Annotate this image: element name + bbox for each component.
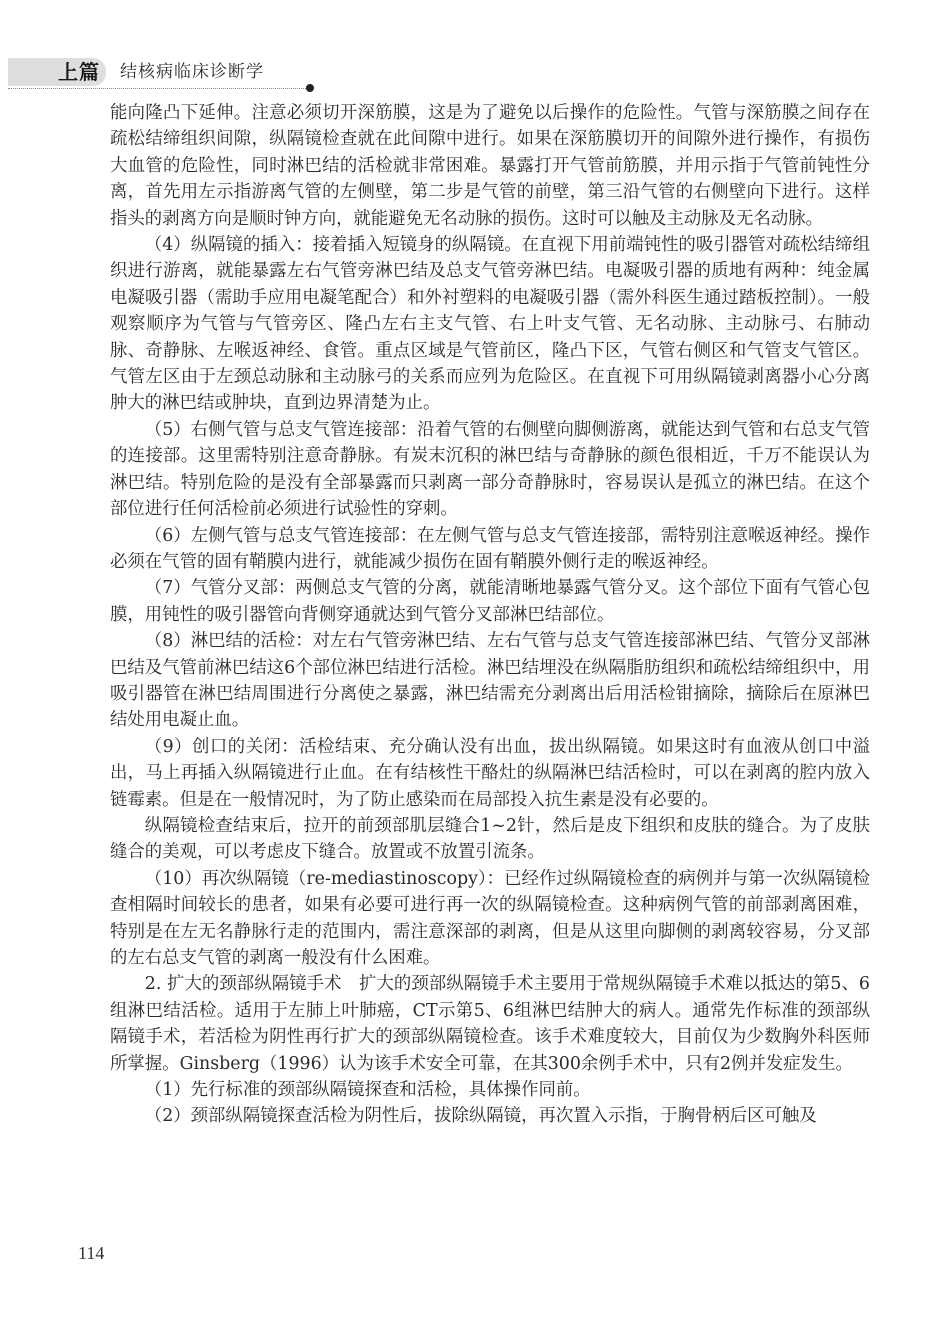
paragraph: （8）淋巴结的活检：对左右气管旁淋巴结、左右气管与总支气管连接部淋巴结、气管分叉部淋巴结及气管前淋巴结这6个部位淋巴结进行活检。淋巴结埋没在纵隔脂肪组织和疏松结缔组织中，用吸引器管在淋巴结周围进行分离使之暴露，淋巴结需充分剥离出后用活检钳摘除，摘除后在原淋巴结处用电凝止血。 (110, 631, 870, 731)
paragraph: （10）再次纵隔镜（re-mediastinoscopy）：已经作过纵隔镜检查的病例并与第一次纵隔镜检查相隔时间较长的患者，如果有必要可进行再一次的纵隔镜检查。这种病例气管的前部剥离困难，特别是在左无名静脉行走的范围内，需注意深部的剥离，但是从这里向脚侧的剥离较容易，分叉部的左右总支气管的剥离一般没有什么困难。 (110, 868, 870, 968)
running-header (0, 58, 950, 88)
paragraph: （1）先行标准的颈部纵隔镜探查和活检，具体操作同前。 (144, 1080, 591, 1101)
paragraph: 能向隆凸下延伸。注意必须切开深筋膜，这是为了避免以后操作的危险性。气管与深筋膜之间存在疏松结缔组织间隙，纵隔镜检查就在此间隙中进行。如果在深筋膜切开的间隙外进行操作，有损伤大血管的危险性，同时淋巴结的活检就非常困难。暴露打开气管前筋膜，并用示指于气管前钝性分离，首先用左示指游离气管的左侧壁，第二步是气管的前壁，第三沿气管的右侧壁向下进行。这样指头的剥离方向是顺时钟方向，就能避免无名动脉的损伤。这时可以触及主动脉及无名动脉。 (110, 103, 870, 229)
paragraph: 纵隔镜检查结束后，拉开的前颈部肌层缝合1~2针，然后是皮下组织和皮肤的缝合。为了皮肤缝合的美观，可以考虑皮下缝合。放置或不放置引流条。 (110, 815, 870, 863)
paragraph: （2）颈部纵隔镜探查活检为阴性后，拔除纵隔镜，再次置入示指，于胸骨柄后区可触及 (144, 1106, 817, 1127)
paragraph: 2. 扩大的颈部纵隔镜手术 扩大的颈部纵隔镜手术主要用于常规纵隔镜手术难以抵达的第5、6组淋巴结活检。适用于左肺上叶肺癌，CT示第5、6组淋巴结肿大的病人。通常先作标准的颈部纵隔镜手术，若活检为阴性再行扩大的颈部纵隔镜检查。该手术难度较大，目前仅为少数胸外科医师所掌握。Ginsberg（1996）认为该手术安全可靠，在其300余例手术中，只有2例并发症发生。 (110, 974, 870, 1074)
paragraph: （5）右侧气管与总支气管连接部：沿着气管的右侧壁向脚侧游离，就能达到气管和右总支气管的连接部。这里需特别注意奇静脉。有炭末沉积的淋巴结与奇静脉的颜色很相近，千万不能误认为淋巴结。特别危险的是没有全部暴露而只剥离一部分奇静脉时，容易误认是孤立的淋巴结。在这个部位进行任何活检前必须进行试验性的穿刺。 (110, 419, 870, 520)
paragraph: （6）左侧气管与总支气管连接部：在左侧气管与总支气管连接部，需特别注意喉返神经。操作必须在气管的固有鞘膜内进行，就能减少损伤在固有鞘膜外侧行走的喉返神经。 (110, 525, 870, 572)
header-bullet-dot (306, 84, 314, 92)
paragraph: （4）纵隔镜的插入：接着插入短镜身的纵隔镜。在直视下用前端钝性的吸引器管对疏松结缔组织进行游离，就能暴露左右气管旁淋巴结及总支气管旁淋巴结。电凝吸引器的质地有两种：纯金属电凝吸引器（需助手应用电凝笔配合）和外衬塑料的电凝吸引器（需外科医生通过踏板控制）。一般观察顺序为气管与气管旁区、隆凸左右主支气管、右上叶支气管、无名动脉、主动脉弓、右肺动脉、奇静脉、左喉返神经、食管。重点区域是气管前区，隆凸下区，气管右侧区和气管支气管区。气管左区由于左颈总动脉和主动脉弓的关系而应列为危险区。在直视下可用纵隔镜剥离器小心分离肿大的淋巴结或肿块，直到边界清楚为止。 (110, 235, 870, 414)
header-dotted-rule (8, 88, 306, 89)
paragraph: （7）气管分叉部：两侧总支气管的分离，就能清晰地暴露气管分叉。这个部位下面有气管心包膜，用钝性的吸引器管向背侧穿通就达到气管分叉部淋巴结部位。 (110, 578, 870, 625)
paragraph: （9）创口的关闭：活检结束、充分确认没有出血，拔出纵隔镜。如果这时有血液从创口中溢出，马上再插入纵隔镜进行止血。在有结核性干酪灶的纵隔淋巴结活检时，可以在剥离的腔内放入链霉素。但是在一般情况时，为了防止感染而在局部投入抗生素是没有必要的。 (110, 736, 870, 810)
page-number: 114 (78, 1243, 105, 1263)
header-part-label: 上篇 (58, 60, 100, 84)
body-text (110, 100, 870, 1130)
header-book-title: 结核病临床诊断学 (120, 62, 264, 82)
